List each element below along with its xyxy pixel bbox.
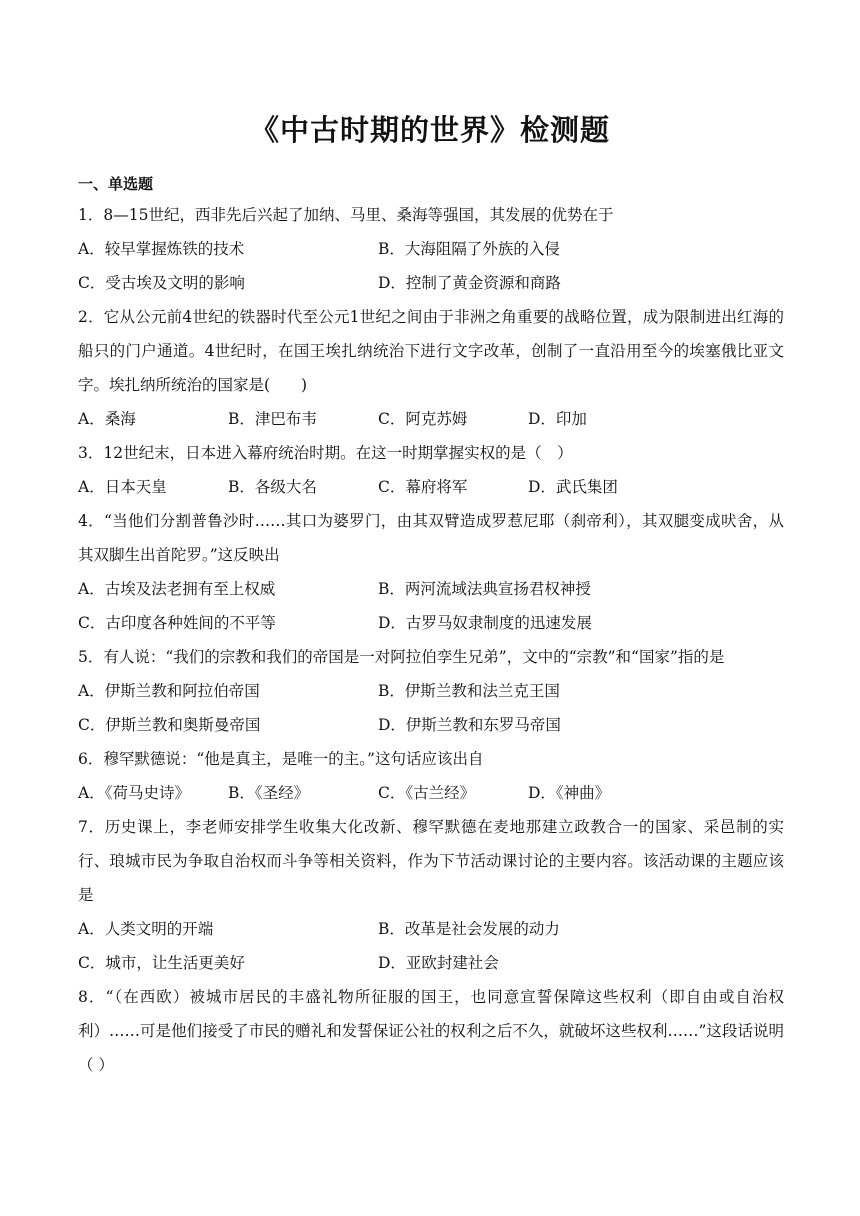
option-group [78,912,784,980]
option: C．受古埃及文明的影响 [78,274,245,292]
option-group [78,402,784,436]
option: B．津巴布韦 [228,410,317,428]
question-stem: 3．12世纪末，日本进入幕府统治时期。在这一时期掌握实权的是（ ） [78,444,573,462]
question-list [78,198,784,1082]
question-stem: 6．穆罕默德说：“他是真主，是唯一的主。”这句话应该出自 [78,750,484,768]
option: D．古罗马奴隶制度的迅速发展 [378,614,592,632]
option: D．武氏集团 [528,478,618,496]
option: A．较早掌握炼铁的技术 [78,240,245,258]
option-group [78,470,784,504]
section-heading: 一、单选题 [78,175,154,193]
option: D．印加 [528,410,587,428]
option: A．桑海 [78,410,136,428]
option: C．古印度各种姓间的不平等 [78,614,276,632]
option: B．改革是社会发展的动力 [378,920,560,938]
option: C．伊斯兰教和奥斯曼帝国 [78,716,261,734]
option: A．人类文明的开端 [78,920,214,938]
option: B．大海阻隔了外族的入侵 [378,240,560,258]
option: C．《古兰经》 [378,784,476,802]
option-group [78,232,784,300]
document-title: 《中古时期的世界》检测题 [249,113,610,147]
option: B．两河流域法典宣扬君权神授 [378,580,591,598]
option: B．伊斯兰教和法兰克王国 [378,682,560,700]
option: A．《荷马史诗》 [78,784,190,802]
option: D．伊斯兰教和东罗马帝国 [378,716,561,734]
option: C．幕府将军 [378,478,468,496]
option: C．阿克苏姆 [378,410,468,428]
option: A．伊斯兰教和阿拉伯帝国 [78,682,260,700]
option: D．亚欧封建社会 [378,954,499,972]
question-stem: 2．它从公元前4世纪的铁器时代至公元1世纪之间由于非洲之角重要的战略位置，成为限制进出红海的船只的门户通道。4世纪时，在国王埃扎纳统治下进行文字改革，创制了一直沿用至今的埃塞俄比亚文字。埃扎纳所统治的国家是( ) [78,308,784,394]
option: A．古埃及法老拥有至上权威 [78,580,276,598]
option: B．各级大名 [228,478,317,496]
question-stem: 8．“（在西欧）被城市居民的丰盛礼物所征服的国王，也同意宣誓保障这些权利（即自由或自治权利）……可是他们接受了市民的赠礼和发誓保证公社的权利之后不久，就破坏这些权利……”这段话说明（ ） [78,988,784,1074]
option: D．控制了黄金资源和商路 [378,274,561,292]
option-group [78,572,784,640]
question-stem: 1．8—15世纪，西非先后兴起了加纳、马里、桑海等强国，其发展的优势在于 [78,206,614,224]
option-group [78,674,784,742]
option: B．《圣经》 [228,784,310,802]
option: A．日本天皇 [78,478,167,496]
question-stem: 4．“当他们分割普鲁沙时……其口为婆罗门，由其双臂造成罗惹尼耶（刹帝利），其双腿变成吠舍，从其双脚生出首陀罗。”这反映出 [78,512,784,564]
question-stem: 7．历史课上，李老师安排学生收集大化改新、穆罕默德在麦地那建立政教合一的国家、采邑制的实行、琅城市民为争取自治权而斗争等相关资料，作为下节活动课讨论的主要内容。该活动课的主题应该是 [78,818,784,904]
option: C．城市，让生活更美好 [78,954,245,972]
option: D．《神曲》 [528,784,611,802]
option-group [78,776,784,810]
question-stem: 5．有人说：“我们的宗教和我们的帝国是一对阿拉伯孪生兄弟”，文中的“宗教”和“国家”指的是 [78,648,725,666]
